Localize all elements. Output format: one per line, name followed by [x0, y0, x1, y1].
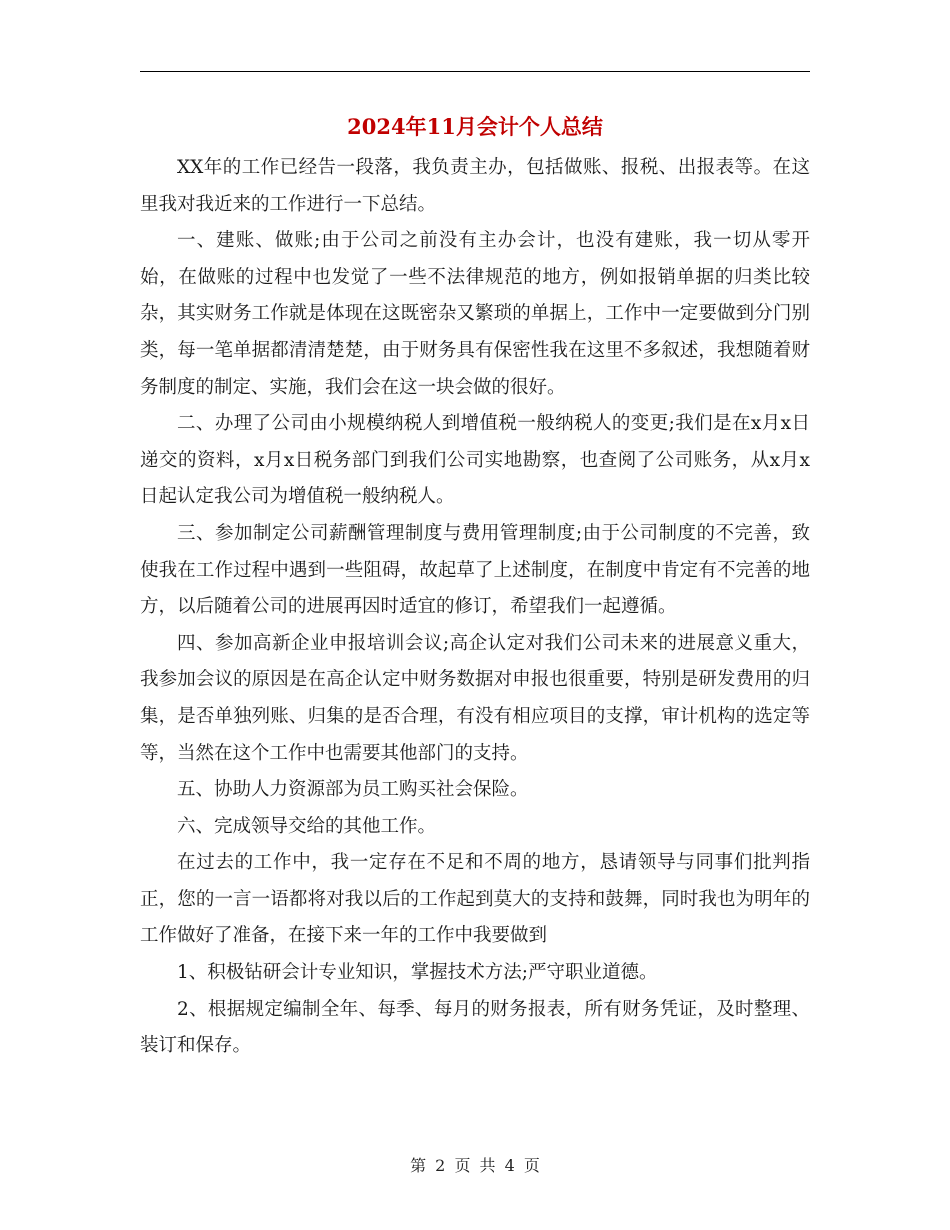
page-number: 第 2 页 共 4 页 — [410, 1156, 540, 1175]
paragraph-plan-2: 2、根据规定编制全年、每季、每月的财务报表，所有财务凭证，及时整理、装订和保存。 — [140, 998, 810, 1057]
paragraph-intro: XX年的工作已经告一段落，我负责主办，包括做账、报税、出报表等。在这里我对我近来的工作进行一下总结。 — [140, 157, 810, 215]
paragraph-item-1: 一、建账、做账;由于公司之前没有主办会计，也没有建账，我一切从零开始，在做账的过程中也发觉了一些不法律规范的地方，例如报销单据的归类比较杂，其实财务工作就是体现在这既密杂又繁琐的单据上，工作中一定要做到分门别类，每一笔单据都清清楚楚，由于财务具有保密性我在这里不多叙述，我想随着财务制度的制定、实施，我们会在这一块会做的很好。 — [140, 230, 810, 398]
document-body — [140, 150, 810, 1065]
paragraph-item-3: 三、参加制定公司薪酬管理制度与费用管理制度;由于公司制度的不完善，致使我在工作过程中遇到一些阻碍，故起草了上述制度，在制度中肯定有不完善的地方，以后随着公司的进展再因时适宜的修订，希望我们一起遵循。 — [140, 522, 810, 618]
paragraph-plan-1: 1、积极钻研会计专业知识，掌握技术方法;严守职业道德。 — [177, 962, 658, 984]
header-rule — [140, 71, 810, 72]
document-title: 2024年11月会计个人总结 — [347, 114, 603, 139]
paragraph-item-4: 四、参加高新企业申报培训会议;高企认定对我们公司未来的进展意义重大，我参加会议的原因是在高企认定中财务数据对申报也很重要，特别是研发费用的归集，是否单独列账、归集的是否合理，有没有相应项目的支撑，审计机构的选定等等，当然在这个工作中也需要其他部门的支持。 — [140, 632, 810, 764]
paragraph-item-6: 六、完成领导交给的其他工作。 — [177, 815, 437, 837]
paragraph-item-2: 二、办理了公司由小规模纳税人到增值税一般纳税人的变更;我们是在x月x日递交的资料，x月x日税务部门到我们公司实地勘察，也查阅了公司账务，从x月x日起认定我公司为增值税一般纳税人。 — [140, 413, 810, 508]
paragraph-item-5: 五、协助人力资源部为员工购买社会保险。 — [177, 779, 529, 801]
paragraph-reflection: 在过去的工作中，我一定存在不足和不周的地方，恳请领导与同事们批判指正，您的一言一语都将对我以后的工作起到莫大的支持和鼓舞，同时我也为明年的工作做好了准备，在接下来一年的工作中我要做到 — [140, 852, 810, 947]
